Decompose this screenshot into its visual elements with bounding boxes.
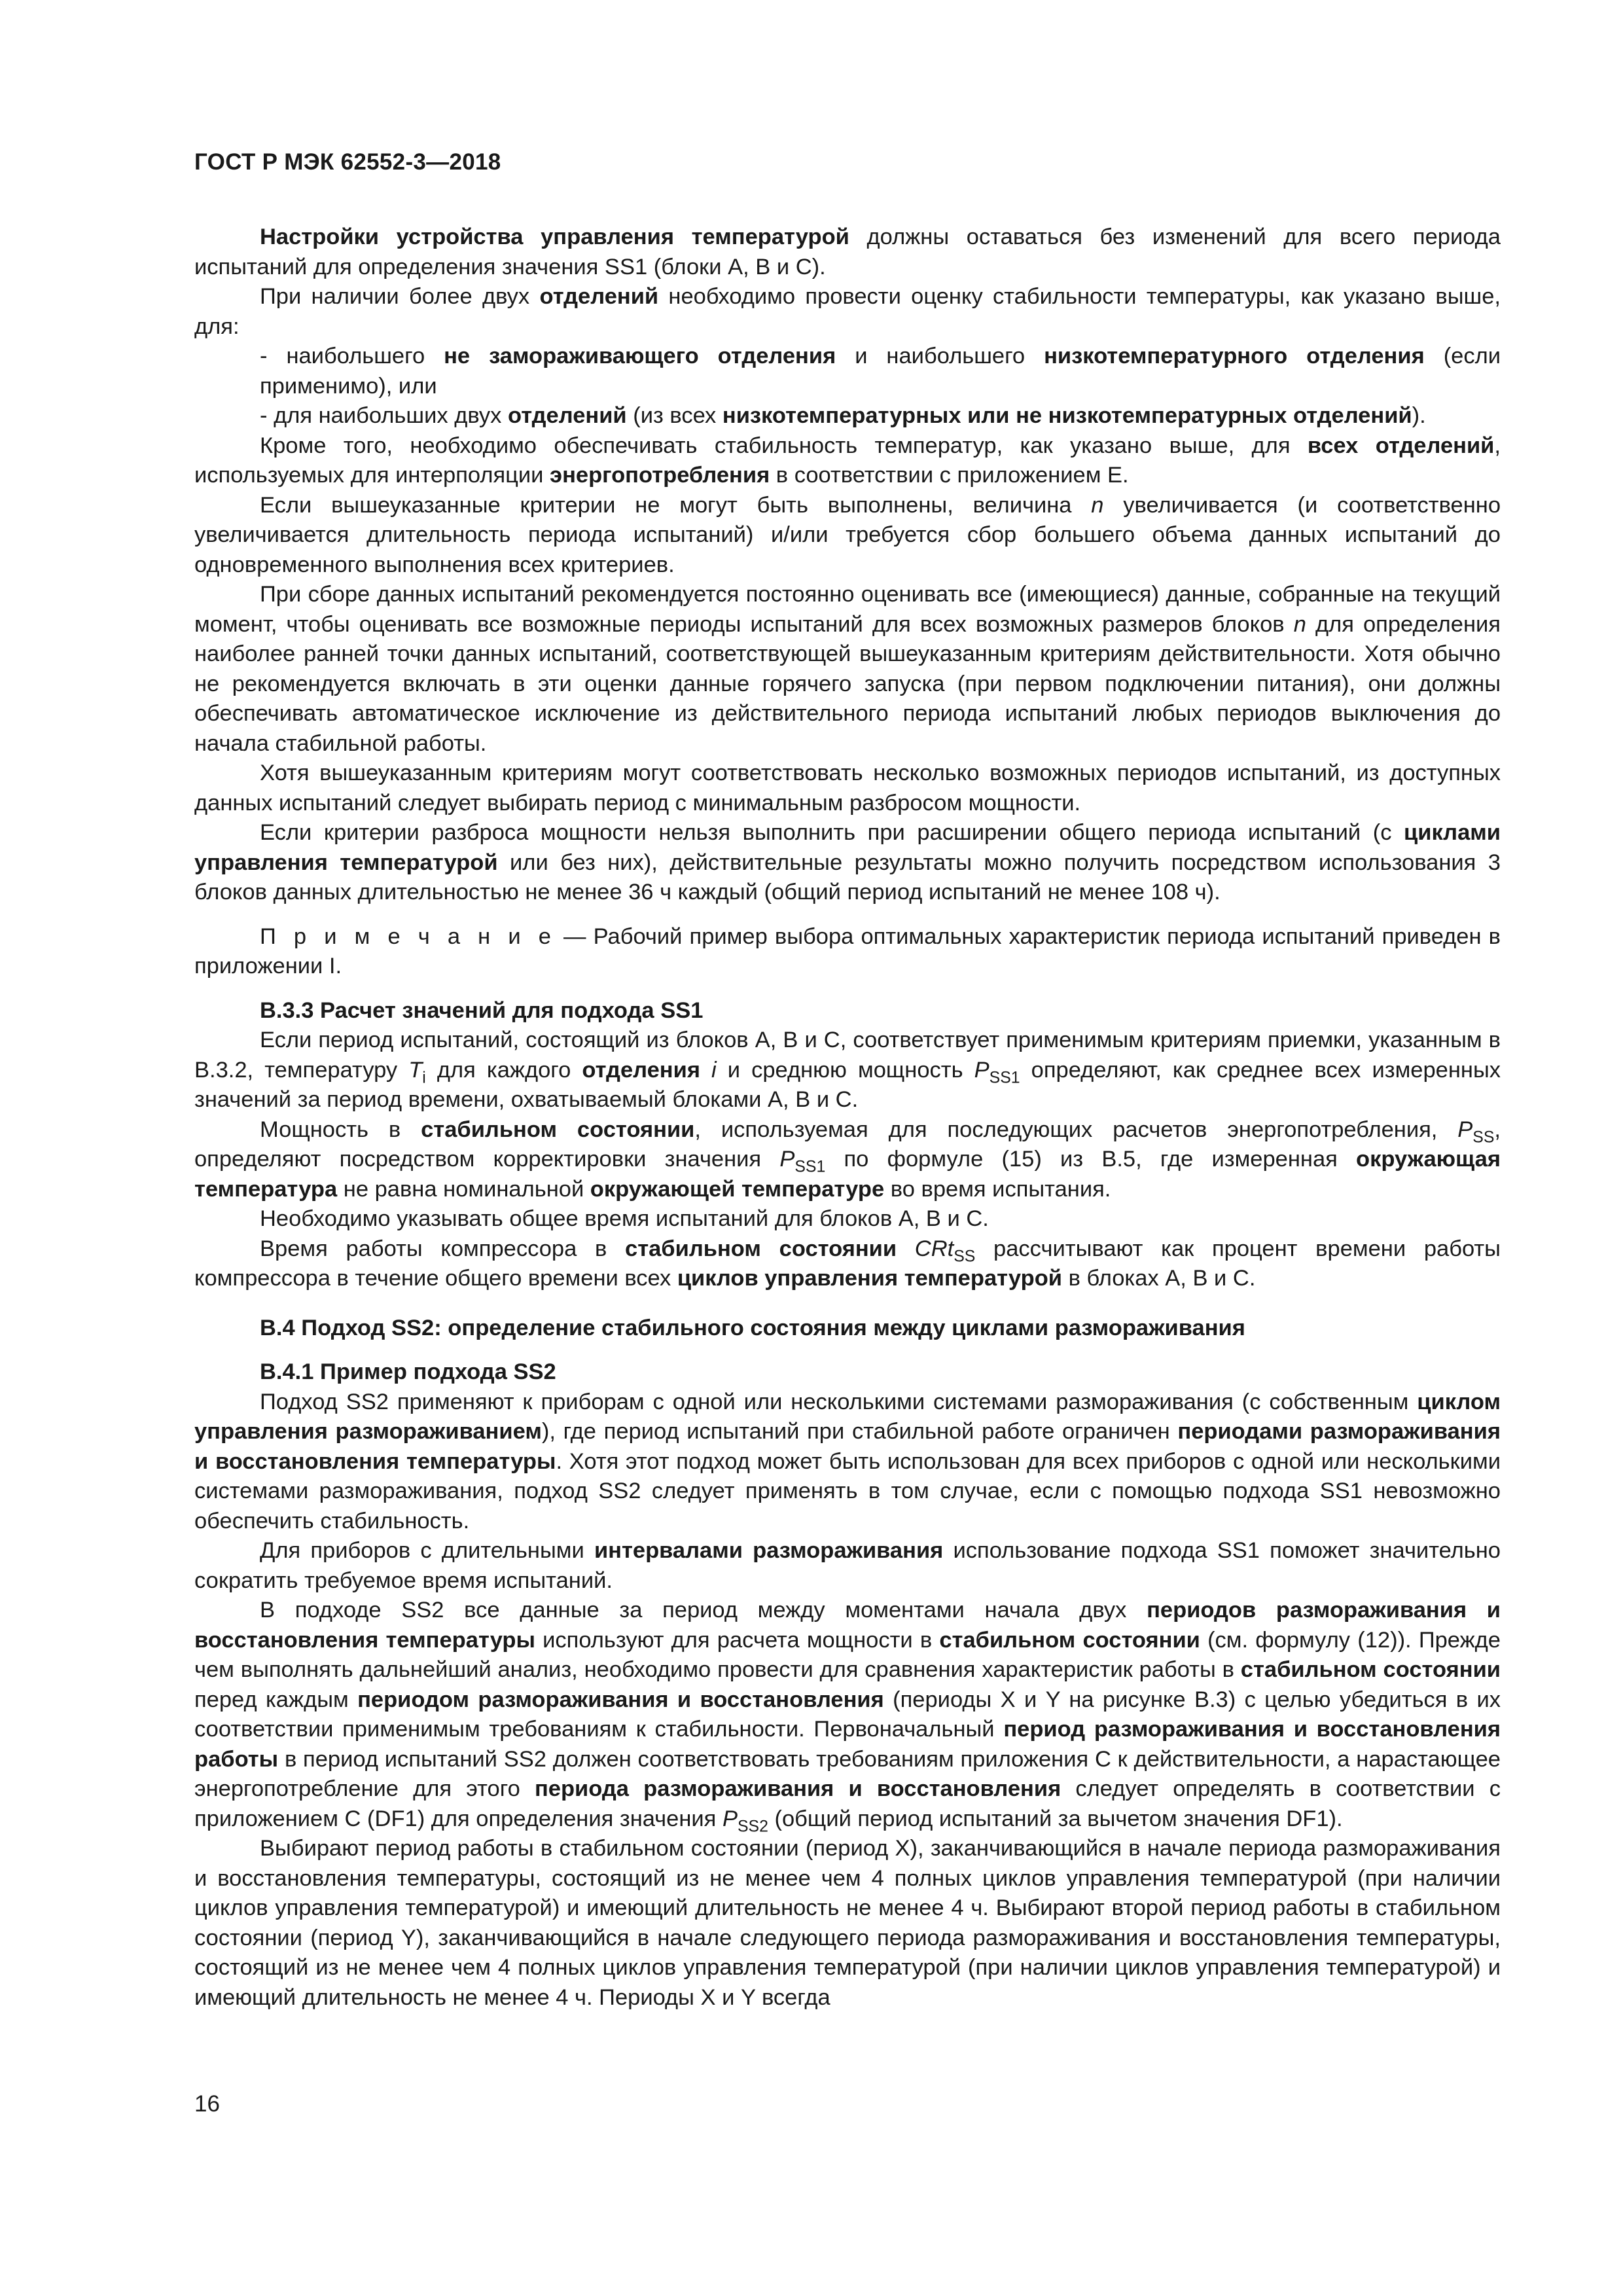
paragraph: Подход SS2 применяют к приборам с одной или несколькими системами размораживания (с собственным циклом управления размораживанием), где период испытаний при стабильной работе ограничен периодами размораживания и восстановления температуры. Хотя этот подход может быть использован для всех приборов с одной или несколькими системами размораживания, подход SS2 следует применять в том случае, если с помощью подхода SS1 невозможно обеспечить стабильность.	[194, 1389, 1501, 1534]
note-label: П р и м е ч а н и е	[260, 924, 556, 949]
paragraph: Необходимо указывать общее время испытаний для блоков А, В и С.	[260, 1206, 989, 1231]
page-body	[194, 223, 1501, 2013]
page-number: 16	[194, 2091, 220, 2117]
paragraph: Хотя вышеуказанным критериям могут соответствовать несколько возможных периодов испытаний, из доступных данных испытаний следует выбирать период с минимальным разбросом мощности.	[194, 761, 1501, 816]
note	[194, 922, 1501, 982]
note-text: — Рабочий пример выбора оптимальных характеристик периода испытаний приведен в приложении I.	[194, 924, 1501, 978]
paragraph: Для приборов с длительными интервалами размораживания использование подхода SS1 поможет значительно сократить требуемое время испытаний.	[194, 1538, 1501, 1593]
paragraph: При наличии более двух отделений необходимо провести оценку стабильности температуры, как указано выше, для:	[194, 284, 1501, 339]
document-header: ГОСТ Р МЭК 62552-3—2018	[194, 149, 501, 175]
paragraph: Время работы компрессора в стабильном состоянии CRt$_{SS}$ рассчитывают как процент времени работы компрессора в течение общего времени всех циклов управления температурой в блоках А, В и С.	[194, 1236, 1501, 1291]
paragraph: Выбирают период работы в стабильном состоянии (период X), заканчивающийся в начале периода размораживания и восстановления температуры, состоящий из не менее чем 4 полных циклов управления температурой (при наличии циклов управления температурой) и имеющий длительность не менее 4 ч. Выбирают второй период работы в стабильном состоянии (период Y), заканчивающийся в начале следующего периода размораживания и восстановления температуры, состоящий из не менее чем 4 полных циклов управления температурой (при наличии циклов управления температурой) и имеющий длительность не менее 4 ч. Периоды X и Y всегда	[194, 1836, 1501, 2010]
section-heading-b33: В.3.3 Расчет значений для подхода SS1	[260, 997, 704, 1023]
paragraph: В подходе SS2 все данные за период между моментами начала двух периодов размораживания и восстановления температуры используют для расчета мощности в стабильном состоянии (см. формулу (12)). Прежде чем выполнять дальнейший анализ, необходимо провести для сравнения характеристик работы в стабильном состоянии перед каждым периодом размораживания и восстановления (периоды X и Y на рисунке В.3) с целью убедиться в их соответствии применимым требованиям к стабильности. Первоначальный период размораживания и восстановления работы в период испытаний SS2 должен соответствовать требованиям приложения С к действительности, а нарастающее энергопотребление для этого периода размораживания и восстановления следует определять в соответствии с приложением С (DF1) для определения значения $P_{SS2}$ (общий период испытаний за вычетом значения DF1).	[194, 1598, 1501, 1836]
section-heading-b41: В.4.1 Пример подхода SS2	[260, 1359, 556, 1384]
list-item: - для наибольших двух отделений (из всех низкотемпературных или не низкотемпературных отделений).	[260, 403, 1426, 428]
paragraph: Настройки устройства управления температурой должны оставаться без изменений для всего периода испытаний для определения значения SS1 (блоки А, В и С).	[194, 224, 1501, 279]
section-heading-b4: В.4 Подход SS2: определение стабильного состояния между циклами размораживания	[260, 1315, 1245, 1340]
list-item: - наибольшего не замораживающего отделения и наибольшего низкотемпературного отделения (если применимо), или	[260, 344, 1501, 399]
paragraph: Если период испытаний, состоящий из блоков А, В и С, соответствует применимым критериям приемки, указанным в В.3.2, температуру $T_i$ для каждого отделения i и среднюю мощность $P_{SS1}$ определяют, как среднее всех измеренных значений за период времени, охватываемый блоками А, В и С.	[194, 1028, 1501, 1112]
paragraph: При сборе данных испытаний рекомендуется постоянно оценивать все (имеющиеся) данные, собранные на текущий момент, чтобы оценивать все возможные периоды испытаний для всех возможных размеров блоков n для определения наиболее ранней точки данных испытаний, соответствующей вышеуказанным критериям действительности. Хотя обычно не рекомендуется включать в эти оценки данные горячего запуска (при первом подключении питания), они должны обеспечивать автоматическое исключение из действительного периода испытаний любых периодов выключения до начала стабильной работы.	[194, 582, 1501, 756]
paragraph: Кроме того, необходимо обеспечивать стабильность температур, как указано выше, для всех отделений, используемых для интерполяции энергопотребления в соответствии с приложением Е.	[194, 433, 1501, 488]
paragraph: Если критерии разброса мощности нельзя выполнить при расширении общего периода испытаний (с циклами управления температурой или без них), действительные результаты можно получить посредством использования 3 блоков данных длительностью не менее 36 ч каждый (общий период испытаний не менее 108 ч).	[194, 820, 1501, 905]
paragraph: Если вышеуказанные критерии не могут быть выполнены, величина n увеличивается (и соответственно увеличивается длительность периода испытаний) и/или требуется сбор большего объема данных испытаний до одновременного выполнения всех критериев.	[194, 492, 1501, 577]
paragraph: Мощность в стабильном состоянии, используемая для последующих расчетов энергопотребления, $P_{SS}$, определяют посредством корректировки значения $P_{SS1}$ по формуле (15) из В.5, где измеренная окружающая температура не равна номинальной окружающей температуре во время испытания.	[194, 1117, 1501, 1202]
